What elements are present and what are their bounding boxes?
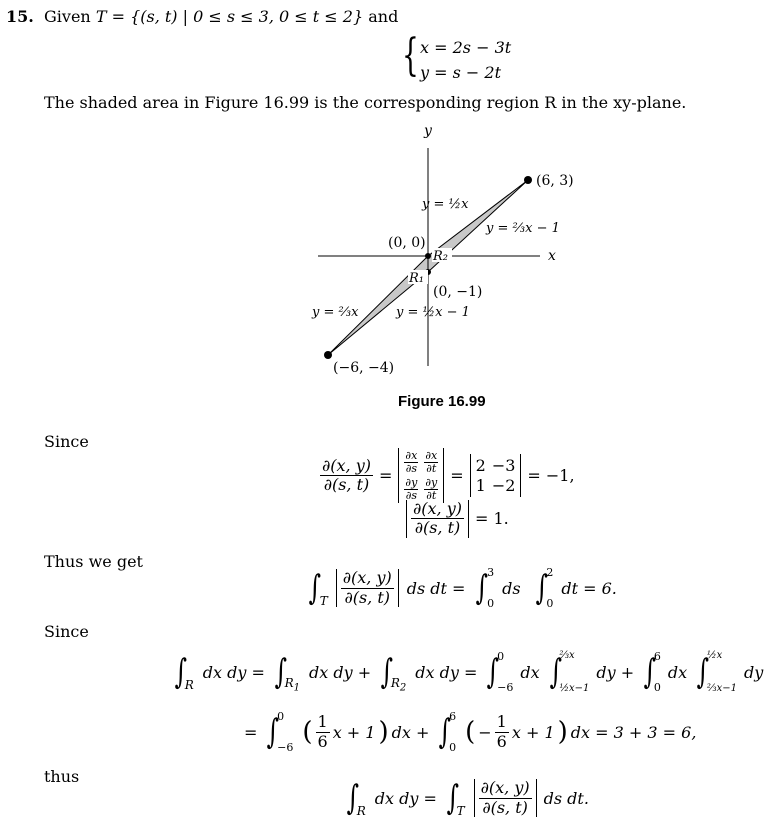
set-definition: T = {(s, t) | 0 ≤ s ≤ 3, 0 ≤ t ≤ 2} bbox=[95, 7, 364, 26]
label-line-half-x: y = ½x bbox=[422, 197, 469, 212]
since-label-1: Since bbox=[44, 432, 89, 451]
equation-y: y = s − 2t bbox=[420, 63, 502, 82]
numeric-matrix: 2 −3 1 −2 bbox=[470, 454, 522, 496]
jacobian-fraction: $\frac{\partial(x, y)}{\partial(s, t)}$ bbox=[322, 455, 371, 495]
jacobian-abs-value: = 1. bbox=[475, 509, 509, 529]
figure-16-99 bbox=[300, 120, 600, 390]
problem-number: 15. bbox=[6, 7, 34, 26]
point-origin bbox=[425, 253, 431, 259]
label-line-lower-left: y = ⅔x bbox=[312, 305, 359, 320]
thus-label: thus bbox=[44, 767, 80, 786]
figure-caption: Figure 16.99 bbox=[398, 393, 486, 410]
point-6-3 bbox=[524, 176, 532, 184]
axis-x-label: x bbox=[548, 248, 556, 264]
label-origin: (0, 0) bbox=[388, 235, 426, 251]
given-line bbox=[44, 7, 398, 26]
since-label-2: Since bbox=[44, 622, 89, 641]
axis-y-label: y bbox=[424, 123, 432, 139]
area-integral-line2: = ∫ 0 −6 ( $\frac{1}{6}$ x + 1 ) dx + ∫ 6 0 ( − $\frac{1}{6}$ x + 1 ) dx = 3 + 3 = 6, bbox=[244, 710, 697, 754]
left-brace: { bbox=[402, 30, 419, 81]
area-integral-line1: ∫ R dx dy = ∫ $R_1$ dx dy + ∫ $R_2$ dx dy = ∫ 0 −6 dx ∫ ⅔x ½x−1 dy + ∫ 6 0 dx ∫ ½x ⅔x−1 dy bbox=[174, 650, 764, 694]
label-r1: R₁ bbox=[409, 271, 424, 286]
label-r2: R₂ bbox=[433, 249, 448, 264]
jacobian-abs: $\frac{\partial(x, y)}{\partial(s, t)}$ = 1. bbox=[406, 500, 509, 538]
jacobian-equation: $\frac{\partial(x, y)}{\partial(s, t)}$ = $\frac{\partial x}{\partial s}$ $\frac{\partial y}{\partial s}$ $\frac{\partial x}{\partial t}$ $\frac{\partial y}{\partial t}$ = 2 −3 1 −2 = −1, bbox=[322, 449, 575, 502]
thus-we-get-label: Thus we get bbox=[44, 552, 143, 571]
equation-x: x = 2s − 3t bbox=[420, 38, 512, 57]
label-line-upper-right: y = ⅔x − 1 bbox=[486, 221, 560, 236]
point-neg6-neg4 bbox=[324, 351, 332, 359]
label-point-top: (6, 3) bbox=[536, 173, 574, 189]
integral-T: ∫ T $\frac{\partial(x, y)}{\partial(s, t)}$ ds dt = ∫ 3 0 ds ∫ 2 0 dt = 6. bbox=[308, 566, 617, 610]
label-line-lower-mid: y = ½x − 1 bbox=[396, 305, 470, 320]
jacobian-value: = −1, bbox=[527, 466, 575, 486]
label-point-bottom: (−6, −4) bbox=[333, 360, 395, 376]
label-neg1: (0, −1) bbox=[433, 284, 483, 300]
description: The shaded area in Figure 16.99 is the corresponding region R in the xy-plane. bbox=[44, 93, 687, 112]
final-equality: ∫ R dx dy = ∫ T $\frac{\partial(x, y)}{\partial(s, t)}$ ds dt. bbox=[346, 778, 589, 818]
partial-matrix: $\frac{\partial x}{\partial s}$ $\frac{\partial y}{\partial s}$ $\frac{\partial x}{\partial t}$ $\frac{\partial y}{\partial t}$ bbox=[398, 448, 444, 503]
and-word: and bbox=[368, 7, 399, 26]
given-intro: Given bbox=[44, 7, 91, 26]
